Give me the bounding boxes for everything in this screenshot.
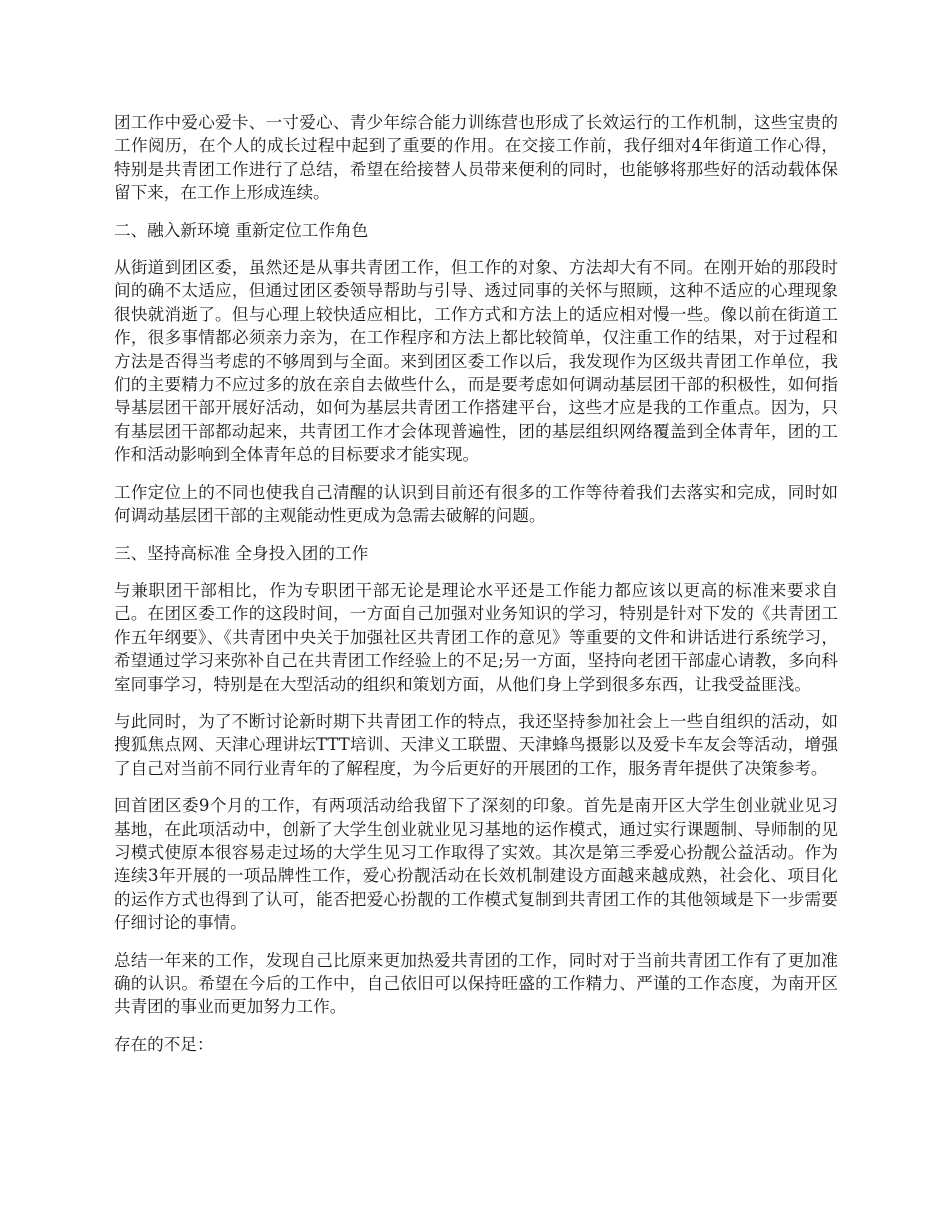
paragraph-positioning: 工作定位上的不同也使我自己清醒的认识到目前还有很多的工作等待着我们去落实和完成，同时如何调动基层团干部的主观能动性更成为急需去破解的问题。: [114, 482, 838, 526]
paragraph-review: 回首团区委9个月的工作，有两项活动给我留下了深刻的印象。首先是南开区大学生创业就业见习基地，在此项活动中，创新了大学生创业就业见习基地的运作模式，通过实行课题制、导师制的见习模式使原本很容易走过场的大学生见习工作取得了实效。其次是第三季爱心扮靓公益活动。作为连续3年开展的一项品牌性工作，爱心扮靓活动在长效机制建设方面越来越成熟，社会化、项目化的运作方式也得到了认可，能否把爱心扮靓的工作模式复制到共青团工作的其他领域是下一步需要仔细讨论的事情。: [114, 796, 838, 933]
document-body: [114, 111, 838, 1070]
section-heading-3: 三、坚持高标准 全身投入团的工作: [114, 543, 369, 563]
paragraph-high-standard: 与兼职团干部相比，作为专职团干部无论是理论水平还是工作能力都应该以更高的标准来要求自己。在团区委工作的这段时间，一方面自己加强对业务知识的学习，特别是针对下发的《共青团工作五年纲要》、《共青团中央关于加强社区共青团工作的意见》等重要的文件和讲话进行系统学习，希望通过学习来弥补自己在共青团工作经验上的不足;另一方面，坚持向老团干部虚心请教，多向科室同事学习，特别是在大型活动的组织和策划方面，从他们身上学到很多东西，让我受益匪浅。: [114, 580, 838, 694]
paragraph-handover: 团工作中爱心爱卡、一寸爱心、青少年综合能力训练营也形成了长效运行的工作机制，这些宝贵的工作阅历，在个人的成长过程中起到了重要的作用。在交接工作前，我仔细对4年街道工作心得，特别是共青团工作进行了总结，希望在给接替人员带来便利的同时，也能够将那些好的活动载体保留下来，在工作上形成连续。: [114, 113, 838, 203]
section-heading-2: 二、融入新环境 重新定位工作角色: [114, 220, 369, 240]
paragraph-new-environment: 从街道到团区委，虽然还是从事共青团工作，但工作的对象、方法却大有不同。在刚开始的那段时间的确不太适应，但通过团区委领导帮助与引导、透过同事的关怀与照顾，这种不适应的心理现象很快就消逝了。但与心理上较快适应相比，工作方式和方法上的适应相对慢一些。像以前在街道工作，很多事情都必须亲力亲为，在工作程序和方法上都比较简单，仅注重工作的结果，对于过程和方法是否得当考虑的不够周到与全面。来到团区委工作以后，我发现作为区级共青团工作单位，我们的主要精力不应过多的放在亲自去做些什么，而是要考虑如何调动基层团干部的积极性，如何指导基层团干部开展好活动，如何为基层共青团工作搭建平台，这些才应是我的工作重点。因为，只有基层团干部都动起来，共青团工作才会体现普遍性，团的基层组织网络覆盖到全体青年，团的工作和活动影响到全体青年总的目标要求才能实现。: [114, 258, 838, 465]
paragraph-summary: 总结一年来的工作，发现自己比原来更加热爱共青团的工作，同时对于当前共青团工作有了更加准确的认识。希望在今后的工作中，自己依旧可以保持旺盛的工作精力、严谨的工作态度，为南开区共青团的事业而更加努力工作。: [114, 950, 838, 1017]
shortcomings-heading: 存在的不足：: [114, 1034, 214, 1054]
paragraph-social-activities: 与此同时，为了不断讨论新时期下共青团工作的特点，我还坚持参加社会上一些自组织的活动，如搜狐焦点网、天津心理讲坛TTT培训、天津义工联盟、天津蜂鸟摄影以及爱卡车友会等活动，增强了自己对当前不同行业青年的了解程度，为今后更好的开展团的工作，服务青年提供了决策参考。: [114, 711, 838, 778]
